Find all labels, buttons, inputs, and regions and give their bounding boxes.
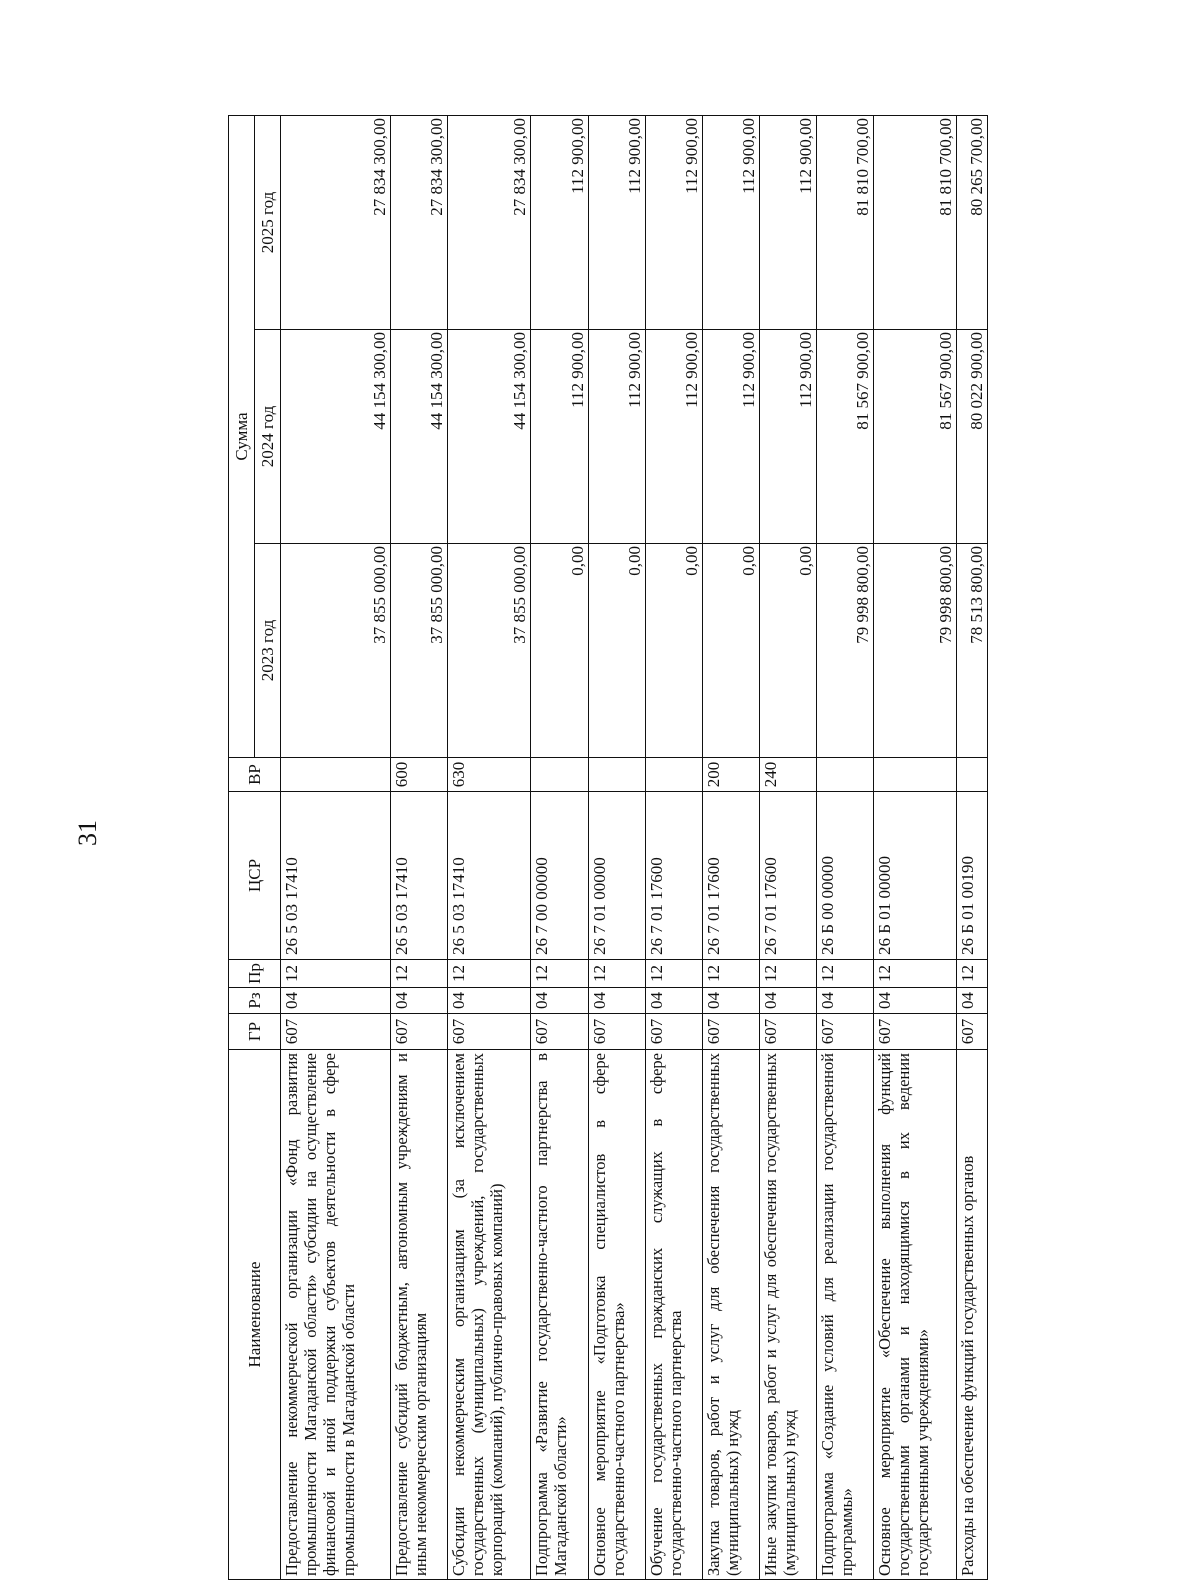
vr-cell xyxy=(531,758,588,792)
name: Основное мероприятие «Обеспечение выполнения функций государственными органами и находящимися в их ведении государственными учреждениями» xyxy=(873,1050,957,1580)
rz-cell: 04 xyxy=(816,988,873,1014)
vr-cell: 600 xyxy=(390,758,447,792)
sum-2025-cell: 112 900,00 xyxy=(588,115,645,329)
sum-2025-cell: 112 900,00 xyxy=(759,115,816,329)
sum-2024-cell: 112 900,00 xyxy=(759,330,816,544)
header-2023: 2023 год xyxy=(255,544,281,758)
rotated-table-container xyxy=(228,116,988,1580)
rz-cell: 04 xyxy=(702,988,759,1014)
vr-cell: 200 xyxy=(702,758,759,792)
rz-cell: 04 xyxy=(447,988,531,1014)
table-row xyxy=(816,115,873,1579)
pr-cell: 12 xyxy=(759,960,816,988)
csr-cell: 26 7 00 00000 xyxy=(531,792,588,960)
name: Субсидии некоммерческим организациям (за исключением государственных (муниципальных) учреждений, государственных корпораций (компаний), публично-правовых компаний) xyxy=(447,1050,531,1580)
header-name: Наименование xyxy=(229,1050,281,1580)
gr-cell: 607 xyxy=(588,1014,645,1050)
sum-2023-cell: 0,00 xyxy=(759,544,816,758)
sum-2025-cell: 112 900,00 xyxy=(702,115,759,329)
sum-2023-cell: 37 855 000,00 xyxy=(281,544,391,758)
table-row xyxy=(447,115,531,1579)
name: Предоставление некоммерческой организации «Фонд развития промышленности Магаданской области» субсидии на осуществление финансовой и иной поддержки субъектов деятельности в сфере промышленности в Магаданской области xyxy=(281,1050,391,1580)
csr-cell: 26 7 01 17600 xyxy=(702,792,759,960)
sum-2024-cell: 44 154 300,00 xyxy=(390,330,447,544)
rz-cell: 04 xyxy=(588,988,645,1014)
rz-cell: 04 xyxy=(390,988,447,1014)
header-csr: ЦСР xyxy=(229,792,281,960)
sum-2023-cell: 79 998 800,00 xyxy=(873,544,957,758)
table-row xyxy=(645,115,702,1579)
vr-cell xyxy=(816,758,873,792)
sum-2024-cell: 81 567 900,00 xyxy=(816,330,873,544)
gr-cell: 607 xyxy=(390,1014,447,1050)
sum-2025-cell: 80 265 700,00 xyxy=(957,115,988,329)
table-row xyxy=(281,115,391,1579)
name: Закупка товаров, работ и услуг для обеспечения государственных (муниципальных) нужд xyxy=(702,1050,759,1580)
header-gr: ГР xyxy=(229,1014,281,1050)
gr-cell: 607 xyxy=(702,1014,759,1050)
csr-cell: 26 7 01 17600 xyxy=(759,792,816,960)
sum-2023-cell: 37 855 000,00 xyxy=(390,544,447,758)
table-row xyxy=(390,115,447,1579)
sum-2024-cell: 112 900,00 xyxy=(645,330,702,544)
gr-cell: 607 xyxy=(873,1014,957,1050)
sum-2024-cell: 44 154 300,00 xyxy=(281,330,391,544)
pr-cell: 12 xyxy=(390,960,447,988)
csr-cell: 26 Б 00 00000 xyxy=(816,792,873,960)
sum-2023-cell: 0,00 xyxy=(531,544,588,758)
sum-2025-cell: 27 834 300,00 xyxy=(447,115,531,329)
table-row xyxy=(702,115,759,1579)
gr-cell: 607 xyxy=(957,1014,988,1050)
pr-cell: 12 xyxy=(588,960,645,988)
pr-cell: 12 xyxy=(531,960,588,988)
rz-cell: 04 xyxy=(873,988,957,1014)
rz-cell: 04 xyxy=(281,988,391,1014)
vr-cell xyxy=(645,758,702,792)
name: Подпрограмма «Создание условий для реализации государственной программы» xyxy=(816,1050,873,1580)
sum-2025-cell: 81 810 700,00 xyxy=(873,115,957,329)
rz-cell: 04 xyxy=(645,988,702,1014)
name: Основное мероприятие «Подготовка специалистов в сфере государственно-частного партнерства» xyxy=(588,1050,645,1580)
vr-cell xyxy=(873,758,957,792)
vr-cell xyxy=(281,758,391,792)
budget-table xyxy=(228,115,988,1580)
table-row xyxy=(873,115,957,1579)
gr-cell: 607 xyxy=(645,1014,702,1050)
table-row xyxy=(531,115,588,1579)
csr-cell: 26 Б 01 00190 xyxy=(957,792,988,960)
name: Иные закупки товаров, работ и услуг для обеспечения государственных (муниципальных) нужд xyxy=(759,1050,816,1580)
sum-2025-cell: 112 900,00 xyxy=(645,115,702,329)
csr-cell: 26 Б 01 00000 xyxy=(873,792,957,960)
table-row xyxy=(759,115,816,1579)
csr-cell: 26 7 01 00000 xyxy=(588,792,645,960)
table-row xyxy=(588,115,645,1579)
pr-cell: 12 xyxy=(957,960,988,988)
sum-2023-cell: 78 513 800,00 xyxy=(957,544,988,758)
sum-2023-cell: 0,00 xyxy=(645,544,702,758)
sum-2023-cell: 79 998 800,00 xyxy=(816,544,873,758)
sum-2025-cell: 27 834 300,00 xyxy=(390,115,447,329)
sum-2024-cell: 80 022 900,00 xyxy=(957,330,988,544)
rz-cell: 04 xyxy=(759,988,816,1014)
header-sum: Сумма xyxy=(229,115,255,757)
csr-cell: 26 5 03 17410 xyxy=(390,792,447,960)
header-2025: 2025 год xyxy=(255,115,281,329)
table-row xyxy=(957,115,988,1579)
csr-cell: 26 7 01 17600 xyxy=(645,792,702,960)
vr-cell xyxy=(957,758,988,792)
name: Предоставление субсидий бюджетным, автономным учреждениям и иным некоммерческим организациям xyxy=(390,1050,447,1580)
pr-cell: 12 xyxy=(281,960,391,988)
sum-2023-cell: 0,00 xyxy=(588,544,645,758)
csr-cell: 26 5 03 17410 xyxy=(281,792,391,960)
sum-2025-cell: 112 900,00 xyxy=(531,115,588,329)
gr-cell: 607 xyxy=(759,1014,816,1050)
csr-cell: 26 5 03 17410 xyxy=(447,792,531,960)
pr-cell: 12 xyxy=(702,960,759,988)
sum-2023-cell: 0,00 xyxy=(702,544,759,758)
gr-cell: 607 xyxy=(816,1014,873,1050)
sum-2024-cell: 112 900,00 xyxy=(702,330,759,544)
name: Подпрограмма «Развитие государственно-частного партнерства в Магаданской области» xyxy=(531,1050,588,1580)
page-number: 31 xyxy=(73,820,102,846)
header-rz: Рз xyxy=(229,988,281,1014)
table-body xyxy=(281,115,988,1579)
header-vr: ВР xyxy=(229,758,281,792)
sum-2025-cell: 81 810 700,00 xyxy=(816,115,873,329)
rz-cell: 04 xyxy=(531,988,588,1014)
sum-2024-cell: 81 567 900,00 xyxy=(873,330,957,544)
sum-2023-cell: 37 855 000,00 xyxy=(447,544,531,758)
sum-2024-cell: 112 900,00 xyxy=(588,330,645,544)
name: Обучение государственных гражданских служащих в сфере государственно-частного партнерства xyxy=(645,1050,702,1580)
pr-cell: 12 xyxy=(816,960,873,988)
sum-2024-cell: 44 154 300,00 xyxy=(447,330,531,544)
gr-cell: 607 xyxy=(447,1014,531,1050)
header-2024: 2024 год xyxy=(255,330,281,544)
vr-cell xyxy=(588,758,645,792)
pr-cell: 12 xyxy=(447,960,531,988)
sum-2025-cell: 27 834 300,00 xyxy=(281,115,391,329)
pr-cell: 12 xyxy=(645,960,702,988)
pr-cell: 12 xyxy=(873,960,957,988)
name: Расходы на обеспечение функций государственных органов xyxy=(957,1050,988,1580)
vr-cell: 240 xyxy=(759,758,816,792)
gr-cell: 607 xyxy=(281,1014,391,1050)
rz-cell: 04 xyxy=(957,988,988,1014)
header-pr: Пр xyxy=(229,960,281,988)
sum-2024-cell: 112 900,00 xyxy=(531,330,588,544)
gr-cell: 607 xyxy=(531,1014,588,1050)
table-header xyxy=(229,115,281,1579)
vr-cell: 630 xyxy=(447,758,531,792)
